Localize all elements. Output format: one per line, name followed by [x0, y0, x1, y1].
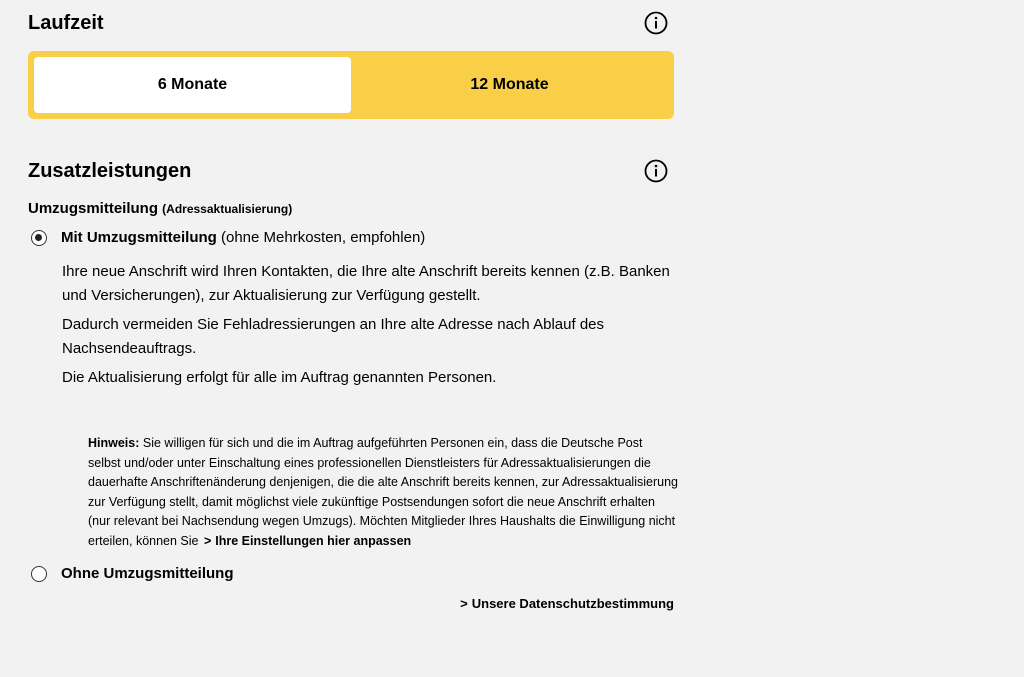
radio-mit-umzugsmitteilung[interactable] — [31, 230, 47, 246]
radio-ohne-umzugsmitteilung[interactable] — [31, 566, 47, 582]
radio-ohne-label[interactable] — [61, 565, 234, 582]
radio-ohne-row[interactable] — [28, 565, 674, 582]
hint-label: Hinweis: — [88, 436, 140, 450]
laufzeit-title: Laufzeit — [28, 12, 104, 34]
chevron-right-icon: > — [203, 533, 212, 548]
privacy-link[interactable] — [28, 596, 674, 611]
privacy-link-label[interactable]: Unsere Datenschutzbestimmung — [471, 596, 674, 611]
hint-box — [88, 434, 678, 551]
mit-description — [62, 260, 674, 390]
laufzeit-header — [28, 8, 674, 38]
umzug-subheading-label: Umzugsmitteilung — [28, 200, 158, 217]
chevron-right-icon: > — [460, 596, 468, 611]
description-paragraph: Dadurch vermeiden Sie Fehladressierungen an Ihre alte Adresse nach Ablauf des Nachsendeauftrags. — [62, 316, 604, 357]
zusatz-header — [28, 156, 674, 186]
description-paragraph: Ihre neue Anschrift wird Ihren Kontakten, die Ihre alte Anschrift bereits kennen (z.B. Banken und Versicherungen), zur Aktualisierung zur Verfügung gestellt. — [62, 263, 670, 304]
settings-link[interactable]: Ihre Einstellungen hier anpassen — [215, 533, 412, 548]
description-paragraph: Die Aktualisierung erfolgt für alle im Auftrag genannten Personen. — [62, 369, 497, 386]
option-6-monate[interactable]: 6 Monate — [34, 57, 351, 113]
info-icon[interactable] — [644, 159, 668, 183]
option-12-monate[interactable]: 12 Monate — [470, 76, 549, 93]
radio-mit-row[interactable] — [28, 229, 674, 246]
radio-mit-label-rest: (ohne Mehrkosten, empfohlen) — [216, 229, 426, 246]
zusatz-title: Zusatzleistungen — [28, 160, 192, 182]
radio-mit-label-bold: Mit Umzugsmitteilung — [61, 229, 217, 246]
hint-text: Sie willigen für sich und die im Auftrag aufgeführten Personen ein, dass die Deutsche Post selbst und/oder unter Einschaltung eines professionellen Dienstleisters für Adressaktualisierungen die dauerhafte Anschriftenänderung denjenigen, die die alte Anschrift bereits kennen, zur Adressaktualisierung zur Verfügung stellt, damit möglichst viele zukünftige Postsendungen sofort die neue Anschrift erhalten (nur relevant bei Nachsendung wegen Umzugs). Möchten Mitglieder Ihres Haushalts die Einwilligung nicht erteilen, können Sie — [88, 436, 678, 548]
laufzeit-toggle — [28, 51, 674, 119]
page-content — [28, 0, 678, 611]
umzug-subheading — [28, 200, 674, 217]
umzug-subheading-small: (Adressaktualisierung) — [162, 202, 293, 216]
info-icon[interactable] — [644, 11, 668, 35]
radio-ohne-label-bold: Ohne Umzugsmitteilung — [61, 565, 234, 582]
radio-mit-label[interactable] — [61, 229, 425, 246]
